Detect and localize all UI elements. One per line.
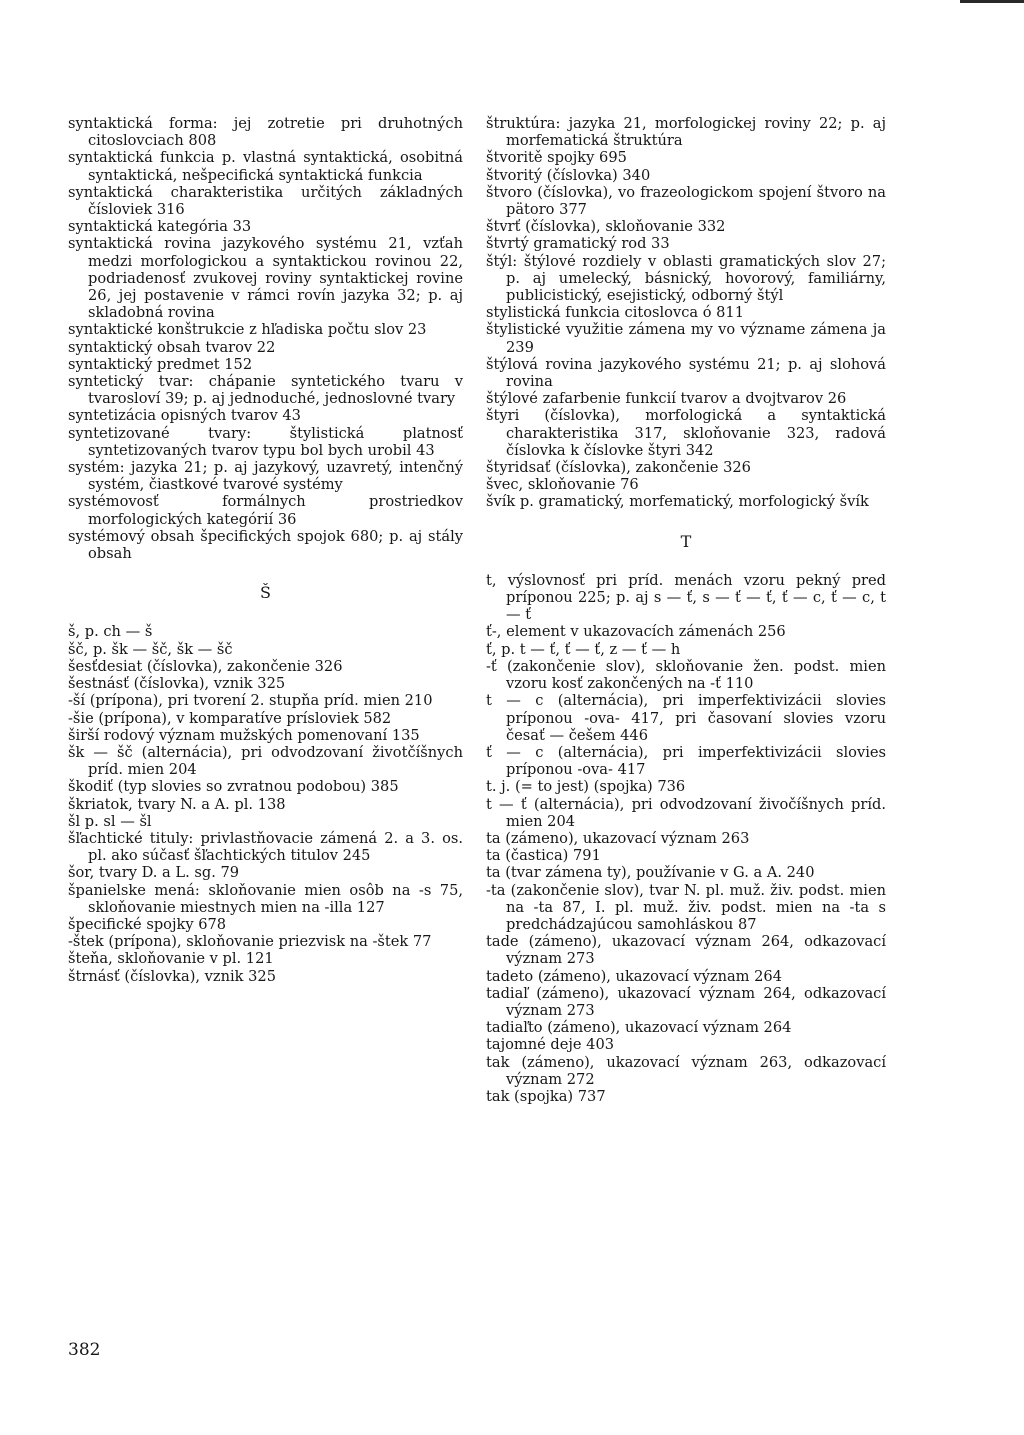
index-entry: systémový obsah špecifických spojok 680; p. aj stály obsah — [68, 527, 463, 563]
index-entry: štylistické využitie zámena my vo význame zámena ja 239 — [486, 321, 886, 356]
index-entry: syntaktická forma: jej zotretie pri druhotných citoslovciach 808 — [68, 115, 463, 150]
index-entry: štvoritě spojky 695 — [486, 149, 627, 167]
left-entries-before — [68, 115, 463, 562]
index-entry: ta (častica) 791 — [486, 847, 601, 865]
index-entry: syntaktický predmet 152 — [68, 355, 253, 373]
left-entries-after — [68, 623, 463, 984]
index-entry: tadiaľto (zámeno), ukazovací význam 264 — [486, 1019, 792, 1037]
index-entry: tak (spojka) 737 — [486, 1087, 606, 1105]
index-entry: šl p. sl — šl — [68, 812, 152, 830]
index-entry: ť — c (alternácia), pri imperfektivizácii slovies príponou -ova- 417 — [486, 743, 886, 779]
left-column — [68, 115, 463, 985]
index-entry: štvoro (číslovka), vo frazeologickom spojení štvoro na pätoro 377 — [486, 183, 886, 219]
index-entry: ť, p. t — ť, ť — ť, z — ť — h — [486, 640, 681, 658]
index-entry: štýl: štýlové rozdiely v oblasti gramatických slov 27; p. aj umelecký, básnický, hovorový, familiárny, publicistický, esejistický, odborný štýl — [486, 252, 886, 305]
index-entry: š, p. ch — š — [68, 623, 153, 641]
index-entry: štruktúra: jazyka 21, morfologickej roviny 22; p. aj morfematická štruktúra — [486, 115, 886, 150]
index-entry: syntaktické konštrukcie z hľadiska počtu slov 23 — [68, 321, 427, 339]
right-column — [486, 115, 886, 1105]
index-entry: syntetický tvar: chápanie syntetického tvaru v tvarosloví 39; p. aj jednoduché, jednoslovné tvary — [68, 373, 463, 408]
index-entry: škriatok, tvary N. a A. pl. 138 — [68, 795, 286, 813]
index-entry: štvoritý (číslovka) 340 — [486, 166, 651, 184]
index-entry: španielske mená: skloňovanie mien osôb na -s 75, skloňovanie miestnych mien na -illa 127 — [68, 881, 463, 916]
index-entry: systémovosť formálnych prostriedkov morfologických kategórií 36 — [68, 493, 463, 528]
scan-edge-line — [960, 0, 1024, 3]
index-entry: šč, p. šk — šč, šk — šč — [68, 640, 233, 658]
index-entry: šteňa, skloňovanie v pl. 121 — [68, 950, 274, 968]
section-heading-t: T — [680, 531, 692, 551]
right-entries-after — [486, 572, 886, 1105]
index-entry: t — c (alternácia), pri imperfektivizácii slovies príponou -ova- 417, pri časovaní slovies vzoru česať — češem 446 — [486, 692, 886, 744]
index-entry: štvrť (číslovka), skloňovanie 332 — [486, 218, 726, 236]
index-entry: šk — šč (alternácia), pri odvodzovaní životčíšnych príd. mien 204 — [68, 743, 463, 779]
index-entry: šesťdesiat (číslovka), zakončenie 326 — [68, 657, 343, 675]
index-entry: t. j. (= to jest) (spojka) 736 — [486, 778, 686, 796]
index-entry: špecifické spojky 678 — [68, 915, 227, 933]
index-entry: stylistická funkcia citoslovca ó 811 — [486, 304, 745, 322]
index-entry: syntaktická kategória 33 — [68, 218, 252, 236]
index-entry: štyridsať (číslovka), zakončenie 326 — [486, 459, 751, 477]
index-entry: širší rodový význam mužských pomenovaní 135 — [68, 726, 420, 744]
section-heading-s: Š — [260, 583, 271, 603]
index-entry: -ší (prípona), pri tvorení 2. stupňa príd. mien 210 — [68, 692, 433, 710]
index-entry: škodiť (typ slovies so zvratnou podobou) 385 — [68, 778, 399, 796]
index-entry: švec, skloňovanie 76 — [486, 476, 639, 494]
index-entry: tadiaľ (zámeno), ukazovací význam 264, odkazovací význam 273 — [486, 984, 886, 1019]
index-entry: štýlová rovina jazykového systému 21; p. aj slohová rovina — [486, 355, 886, 391]
index-entry: t, výslovnosť pri príd. menách vzoru pekný pred príponou 225; p. aj s — ť, s — ť — ť, ť — c, ť — c, t — ť — [486, 571, 886, 624]
index-entry: štýlové zafarbenie funkcií tvarov a dvojtvarov 26 — [486, 390, 847, 408]
index-entry: šestnásť (číslovka), vznik 325 — [68, 675, 286, 693]
index-entry: tadeto (zámeno), ukazovací význam 264 — [486, 967, 783, 985]
index-entry: tajomné deje 403 — [486, 1036, 615, 1054]
index-entry: -šie (prípona), v komparatíve prísloviek 582 — [68, 709, 392, 727]
index-entry: ta (tvar zámena ty), používanie v G. a A. 240 — [486, 864, 815, 882]
index-entry: tak (zámeno), ukazovací význam 263, odkazovací význam 272 — [486, 1053, 886, 1088]
index-entry: syntaktická funkcia p. vlastná syntaktická, osobitná syntaktická, nešpecifická syntaktická funkcia — [68, 149, 463, 184]
index-entry: štrnásť (číslovka), vznik 325 — [68, 967, 276, 985]
index-entry: tade (zámeno), ukazovací význam 264, odkazovací význam 273 — [486, 933, 886, 968]
index-entry: šor, tvary D. a L. sg. 79 — [68, 864, 240, 882]
index-entry: -štek (prípona), skloňovanie priezvisk na -štek 77 — [68, 933, 432, 951]
index-entry: t — ť (alternácia), pri odvodzovaní živočíšnych príd. mien 204 — [486, 795, 886, 830]
index-entry: syntetizácia opisných tvarov 43 — [68, 407, 301, 425]
page-number: 382 — [68, 1340, 101, 1360]
index-entry: syntaktický obsah tvarov 22 — [68, 338, 276, 356]
index-entry: syntaktická charakteristika určitých základných čísloviek 316 — [68, 183, 463, 219]
index-entry: štyri (číslovka), morfologická a syntaktická charakteristika 317, skloňovanie 323, radová číslovka k číslovke štyri 342 — [486, 407, 886, 459]
index-entry: syntetizované tvary: štylistická platnosť syntetizovaných tvarov typu bol bych urobil 43 — [68, 424, 463, 459]
index-entry: švík p. gramatický, morfematický, morfologický švík — [486, 493, 869, 511]
index-entry: -ť (zakončenie slov), skloňovanie žen. podst. mien vzoru kosť zakončených na -ť 110 — [486, 657, 886, 693]
index-entry: -ta (zakončenie slov), tvar N. pl. muž. živ. podst. mien na -ta 87, I. pl. muž. živ. podst. mien na -ta s predchádzajúcou samohláskou 87 — [486, 881, 886, 933]
index-entry: systém: jazyka 21; p. aj jazykový, uzavretý, intenčný systém, čiastkové tvarové systémy — [68, 459, 463, 494]
index-entry: ta (zámeno), ukazovací význam 263 — [486, 829, 750, 847]
right-entries-before — [486, 115, 886, 511]
index-entry: ť-, element v ukazovacích zámenách 256 — [486, 623, 786, 641]
index-entry: šľachtické tituly: privlastňovacie zámená 2. a 3. os. pl. ako súčasť šľachtických titulov 245 — [68, 829, 463, 865]
index-entry: syntaktická rovina jazykového systému 21, vzťah medzi morfologickou a syntaktickou rovinou 22, podriadenosť zvukovej roviny syntaktickej rovine 26, jej postavenie v rámci rovín jazyka 32; p. aj skladobná rovina — [68, 235, 463, 322]
index-entry: štvrtý gramatický rod 33 — [486, 235, 670, 253]
